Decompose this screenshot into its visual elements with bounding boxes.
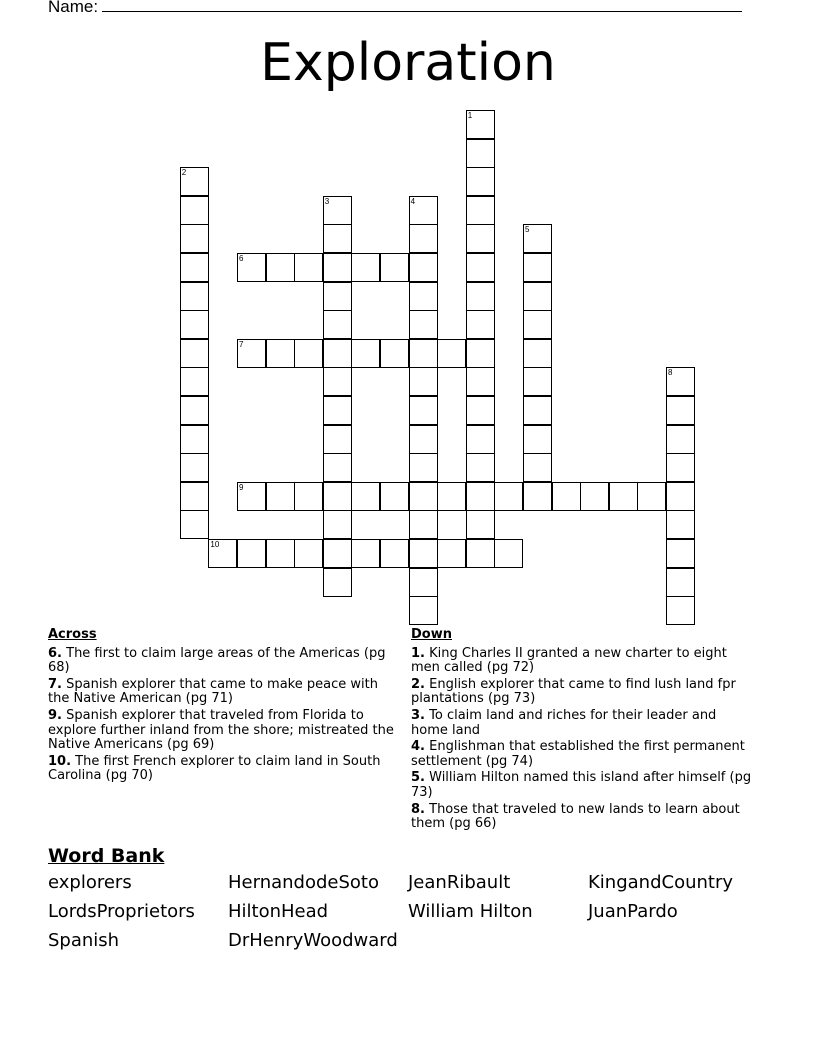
- clue-text: English explorer that came to find lush land fpr plantations (pg 73): [411, 676, 736, 707]
- word-bank-item: DrHenryWoodward: [228, 930, 398, 951]
- clue-number: 9.: [48, 707, 62, 723]
- clue-text: The first to claim large areas of the Americas (pg 68): [48, 645, 386, 676]
- clue-text: Spanish explorer that came to make peace with the Native American (pg 71): [48, 676, 378, 707]
- word-bank-item: JeanRibault: [408, 872, 511, 893]
- crossword-cell[interactable]: [666, 425, 695, 454]
- across-clue-10: [48, 755, 403, 784]
- clue-number-label: 10: [210, 540, 220, 549]
- crossword-cell[interactable]: [666, 568, 695, 597]
- crossword-cell[interactable]: [180, 510, 209, 539]
- crossword-cell[interactable]: [409, 282, 438, 311]
- down-clue-1: [411, 647, 756, 676]
- clue-number: 3.: [411, 707, 425, 723]
- crossword-cell[interactable]: [380, 339, 409, 368]
- crossword-cell[interactable]: [466, 425, 495, 454]
- crossword-cell[interactable]: [609, 482, 638, 511]
- crossword-cell[interactable]: [523, 367, 552, 396]
- crossword-cell[interactable]: [208, 539, 237, 568]
- crossword-cell[interactable]: [466, 339, 495, 368]
- crossword-cell[interactable]: [323, 367, 352, 396]
- crossword-cell[interactable]: [409, 196, 438, 225]
- clue-text: To claim land and riches for their leader and home land: [411, 707, 717, 738]
- crossword-cell[interactable]: [323, 310, 352, 339]
- crossword-cell[interactable]: [180, 425, 209, 454]
- crossword-cell[interactable]: [409, 425, 438, 454]
- crossword-cell[interactable]: [237, 482, 266, 511]
- clue-number: 10.: [48, 753, 72, 769]
- crossword-cell[interactable]: [437, 482, 466, 511]
- down-clue-8: [411, 803, 756, 832]
- across-clues: [48, 628, 403, 786]
- clue-number: 7.: [48, 676, 62, 692]
- crossword-cell[interactable]: [466, 482, 495, 511]
- crossword-cell[interactable]: [466, 510, 495, 539]
- crossword-cell[interactable]: [180, 196, 209, 225]
- crossword-cell[interactable]: [237, 253, 266, 282]
- crossword-cell[interactable]: [466, 396, 495, 425]
- crossword-cell[interactable]: [666, 596, 695, 625]
- crossword-cell[interactable]: [409, 453, 438, 482]
- crossword-cell[interactable]: [666, 539, 695, 568]
- crossword-cell[interactable]: [580, 482, 609, 511]
- crossword-cell[interactable]: [351, 339, 380, 368]
- across-clue-7: [48, 678, 403, 707]
- crossword-cell[interactable]: [323, 539, 352, 568]
- crossword-cell[interactable]: [294, 482, 323, 511]
- clue-number-label: 9: [239, 482, 244, 492]
- down-clue-5: [411, 771, 756, 800]
- crossword-cell[interactable]: [409, 224, 438, 253]
- crossword-cell[interactable]: [523, 282, 552, 311]
- clue-number-label: 8: [668, 368, 673, 378]
- crossword-cell[interactable]: [666, 482, 695, 511]
- crossword-cell[interactable]: [380, 482, 409, 511]
- crossword-cell[interactable]: [666, 510, 695, 539]
- page-title: Exploration: [260, 33, 556, 93]
- crossword-cell[interactable]: [466, 539, 495, 568]
- crossword-cell[interactable]: [323, 453, 352, 482]
- crossword-cell[interactable]: [351, 482, 380, 511]
- crossword-cell[interactable]: [494, 539, 523, 568]
- crossword-cell[interactable]: [637, 482, 666, 511]
- crossword-cell[interactable]: [323, 224, 352, 253]
- word-bank-item: Spanish: [48, 930, 120, 951]
- crossword-cell[interactable]: [323, 510, 352, 539]
- crossword-cell[interactable]: [380, 253, 409, 282]
- crossword-cell[interactable]: [180, 310, 209, 339]
- crossword-cell[interactable]: [323, 282, 352, 311]
- crossword-cell[interactable]: [266, 539, 295, 568]
- crossword-cell[interactable]: [380, 539, 409, 568]
- clue-text: The first French explorer to claim land in South Carolina (pg 70): [48, 753, 381, 784]
- crossword-cell[interactable]: [409, 367, 438, 396]
- clue-number: 4.: [411, 739, 425, 755]
- crossword-cell[interactable]: [523, 310, 552, 339]
- crossword-cell[interactable]: [409, 596, 438, 625]
- crossword-cell[interactable]: [466, 139, 495, 168]
- crossword-cell[interactable]: [666, 367, 695, 396]
- crossword-cell[interactable]: [523, 396, 552, 425]
- crossword-cell[interactable]: [266, 482, 295, 511]
- crossword-cell[interactable]: [351, 539, 380, 568]
- crossword-cell[interactable]: [523, 224, 552, 253]
- crossword-cell[interactable]: [180, 224, 209, 253]
- clue-number-label: 1: [467, 111, 473, 120]
- down-heading: Down: [411, 627, 452, 642]
- clue-number-label: 2: [181, 168, 187, 178]
- crossword-cell[interactable]: [323, 253, 352, 282]
- word-bank-item: HiltonHead: [228, 901, 329, 922]
- crossword-cell[interactable]: [523, 339, 552, 368]
- across-heading: Across: [48, 627, 97, 642]
- crossword-cell[interactable]: [180, 396, 209, 425]
- crossword-cell[interactable]: [523, 425, 552, 454]
- word-bank-item: HernandodeSoto: [228, 872, 379, 893]
- crossword-cell[interactable]: [351, 253, 380, 282]
- word-bank-item: JuanPardo: [588, 901, 678, 922]
- crossword-cell[interactable]: [466, 367, 495, 396]
- crossword-cell[interactable]: [180, 339, 209, 368]
- crossword-cell[interactable]: [237, 339, 266, 368]
- crossword-cell[interactable]: [323, 568, 352, 597]
- crossword-cell[interactable]: [266, 339, 295, 368]
- crossword-cell[interactable]: [323, 196, 352, 225]
- crossword-cell[interactable]: [409, 253, 438, 282]
- crossword-cell[interactable]: [466, 167, 495, 196]
- crossword-cell[interactable]: [523, 453, 552, 482]
- down-clue-2: [411, 678, 756, 707]
- clue-number-label: 5: [525, 225, 530, 235]
- crossword-cell[interactable]: [409, 396, 438, 425]
- crossword-cell[interactable]: [180, 282, 209, 311]
- crossword-cell[interactable]: [323, 482, 352, 511]
- crossword-cell[interactable]: [409, 339, 438, 368]
- crossword-cell[interactable]: [294, 339, 323, 368]
- crossword-cell[interactable]: [409, 539, 438, 568]
- clue-number-label: 3: [324, 196, 330, 206]
- crossword-cell[interactable]: [409, 482, 438, 511]
- clue-number-label: 6: [239, 254, 244, 263]
- clue-number: 2.: [411, 676, 425, 692]
- crossword-cell[interactable]: [437, 339, 466, 368]
- down-clue-3: [411, 709, 756, 738]
- crossword-cell[interactable]: [323, 396, 352, 425]
- crossword-cell[interactable]: [237, 539, 266, 568]
- crossword-cell[interactable]: [466, 253, 495, 282]
- crossword-cell[interactable]: [409, 510, 438, 539]
- word-bank-heading: Word Bank: [48, 845, 165, 867]
- clue-text: King Charles II granted a new charter to eight men called (pg 72): [411, 645, 727, 676]
- clue-text: Englishman that established the first permanent settlement (pg 74): [411, 739, 745, 769]
- crossword-cell[interactable]: [466, 453, 495, 482]
- crossword-cell[interactable]: [180, 253, 209, 282]
- crossword-cell[interactable]: [180, 482, 209, 511]
- crossword-cell[interactable]: [523, 253, 552, 282]
- clue-text: Spanish explorer that traveled from Florida to explore further inland from the shore; mistreated the Native Americans (pg 69): [48, 707, 394, 753]
- word-bank-item: explorers: [48, 872, 132, 893]
- clue-text: Those that traveled to new lands to learn about them (pg 66): [411, 801, 740, 832]
- clue-number: 5.: [411, 770, 425, 786]
- clue-text: William Hilton named this island after himself (pg 73): [411, 770, 752, 800]
- crossword-cell[interactable]: [409, 568, 438, 597]
- clue-number: 6.: [48, 645, 62, 661]
- down-clues: [411, 628, 756, 834]
- word-bank-item: William Hilton: [408, 901, 533, 922]
- crossword-cell[interactable]: [409, 310, 438, 339]
- clue-number: 1.: [411, 645, 425, 661]
- name-label: Name:: [48, 0, 99, 16]
- crossword-cell[interactable]: [180, 453, 209, 482]
- crossword-cell[interactable]: [666, 396, 695, 425]
- across-clue-6: [48, 647, 403, 676]
- crossword-cell[interactable]: [437, 539, 466, 568]
- crossword-cell[interactable]: [180, 367, 209, 396]
- crossword-cell[interactable]: [323, 425, 352, 454]
- clue-number-label: 4: [410, 196, 416, 206]
- crossword-cell[interactable]: [466, 282, 495, 311]
- crossword-cell[interactable]: [466, 224, 495, 253]
- word-bank: [48, 872, 768, 951]
- across-clue-9: [48, 709, 403, 753]
- crossword-cell[interactable]: [294, 539, 323, 568]
- down-clue-4: [411, 740, 756, 769]
- crossword-cell[interactable]: [666, 453, 695, 482]
- crossword-cell[interactable]: [323, 339, 352, 368]
- word-bank-item: LordsProprietors: [48, 901, 195, 922]
- crossword-cell[interactable]: [466, 110, 495, 139]
- word-bank-item: KingandCountry: [588, 872, 734, 893]
- crossword-cell[interactable]: [552, 482, 581, 511]
- crossword-cell[interactable]: [466, 196, 495, 225]
- clue-number: 8.: [411, 801, 425, 817]
- crossword-cell[interactable]: [180, 167, 209, 196]
- crossword-cell[interactable]: [494, 482, 523, 511]
- crossword-cell[interactable]: [466, 310, 495, 339]
- crossword-cell[interactable]: [523, 482, 552, 511]
- crossword-cell[interactable]: [294, 253, 323, 282]
- crossword-cell[interactable]: [266, 253, 295, 282]
- clue-number-label: 7: [239, 339, 244, 349]
